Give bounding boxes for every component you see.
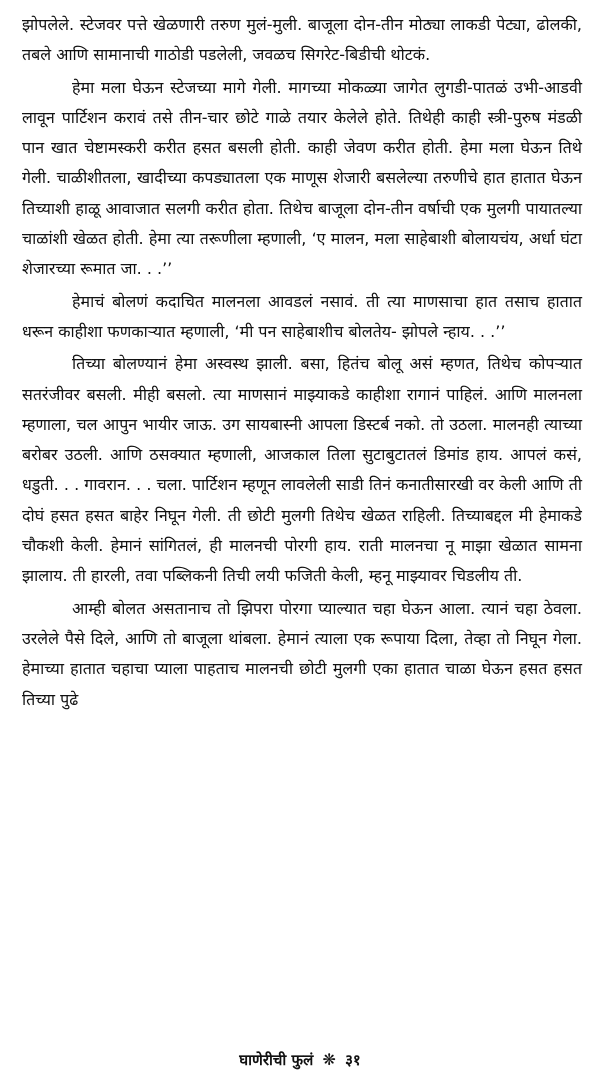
- paragraph-1: झोपलेले. स्टेजवर पत्ते खेळणारी तरुण मुलं-मुली. बाजूला दोन-तीन मोठ्या लाकडी पेट्या, ढोलकी, तबले आणि सामानाची गाठोडी पडलेली, जवळच सिगरेट-बिडीची थोटकं.: [22, 15, 582, 65]
- page-footer: [0, 1050, 600, 1070]
- paragraph-3: हेमाचं बोलणं कदाचित मालनला आवडलं नसावं. ती त्या माणसाचा हात तसाच हातात धरून काहीशा फणकाऱ्यात म्हणाली, ‘मी पन साहेबाशीच बोलतेय- झोपले न्हाय. . .’’: [22, 291, 582, 341]
- page-body: [22, 10, 582, 715]
- paragraph-5: आम्ही बोलत असतानाच तो झिपरा पोरगा प्याल्यात चहा घेऊन आला. त्यानं चहा ठेवला. उरलेले पैसे दिले, आणि तो बाजूला थांबला. हेमानं त्याला एक रूपाया दिला, तेव्हा तो निघून गेला. हेमाच्या हातात चहाचा प्याला पाहताच मालनची छोटी मुलगी एका हातात चाळा घेऊन हसत हसत तिच्या पुढे: [22, 598, 582, 709]
- paragraph-2: हेमा मला घेऊन स्टेजच्या मागे गेली. मागच्या मोकळ्या जागेत लुगडी-पातळं उभी-आडवी लावून पार्टिशन करावं तसे तीन-चार छोटे गाळे तयार केलेले होते. तिथेही काही स्त्री-पुरुष मंडळी पान खात चेष्टामस्करी करीत हसत बसली होती. काही जेवण करीत होती. हेमा मला घेऊन तिथे गेली. चाळीशीतला, खादीच्या कपड्यातला एक माणूस शेजारी बसलेल्या तरुणीचे हात हातात घेऊन तिच्याशी हाळू आवाजात सलगी करीत होता. तिथेच बाजूला दोन-तीन वर्षाची एक मुलगी पायातल्या चाळांशी खेळत होती. हेमा त्या तरूणीला म्हणाली, ‘ए मालन, मला साहेबाशी बोलायचंय, अर्धा घंटा शेजारच्या रूमात जा. . .’’: [22, 77, 582, 279]
- footer-page-number: ३१: [345, 1051, 361, 1069]
- paragraph-4: तिच्या बोलण्यानं हेमा अस्वस्थ झाली. बसा, हितंच बोलू असं म्हणत, तिथेच कोपऱ्यात सतरंजीवर बसली. मीही बसलो. त्या माणसानं माझ्याकडे काहीशा रागानं पाहिलं. आणि मालनला म्हणाला, चल आपुन भायीर जाऊ. उग सायबास्नी आपला डिस्टर्ब नको. तो उठला. मालनही त्याच्या बरोबर उठली. आणि ठसक्यात म्हणाली, आजकाल तिला सुटाबुटातलं डिमांड हाय. आपलं कसं, धडुती. . . गावरान. . . चला. पार्टिशन म्हणून लावलेली साडी तिनं कनातीसारखी वर केली आणि ती दोघं हसत हसत बाहेर निघून गेली. ती छोटी मुलगी तिथेच खेळत राहिली. तिच्याबद्दल मी हेमाकडे चौकशी केली. हेमानं सांगितलं, ही मालनची पोरगी हाय. राती मालनचा नू माझा खेळात सामना झालाय. ती हारली, तवा पब्लिकनी तिची लयी फजिती केली, म्हनू माझ्यावर चिडलीय ती.: [22, 354, 582, 586]
- asterisk-icon: ❋: [322, 1050, 336, 1069]
- footer-book-title: घाणेरीची फुलं: [239, 1051, 314, 1069]
